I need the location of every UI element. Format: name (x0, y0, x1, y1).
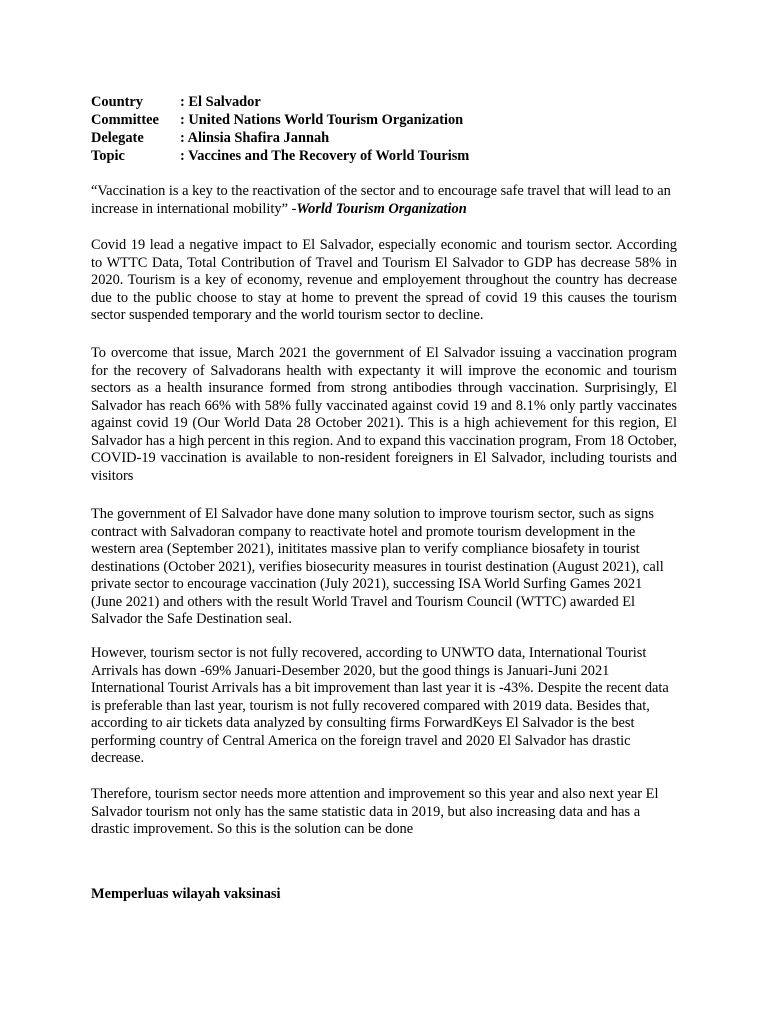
header-label: Delegate (91, 130, 144, 146)
header-value: : El Salvador (180, 94, 261, 110)
header-value: : Vaccines and The Recovery of World Tourism (180, 148, 470, 164)
header-row-delegate (91, 129, 691, 147)
header-label: Country (91, 94, 143, 110)
quote-text: “Vaccination is a key to the reactivation of the sector and to encourage safe travel that will lead to an increase in international mobility” - (91, 183, 671, 217)
paragraph-impact: Covid 19 lead a negative impact to El Salvador, especially economic and tourism sector. According to WTTC Data, Total Contribution of Travel and Tourism El Salvador to GDP has decrease 58% in 2020. Tourism is a key of economy, revenue and employement throughout the country has decrease due to the public choose to stay at home to prevent the spread of covid 19 this causes the tourism sector suspended temporary and the world tourism sector to decline. (91, 237, 677, 323)
header-row-committee (91, 111, 691, 129)
header-value: : United Nations World Tourism Organization (180, 112, 464, 128)
quote-source: World Tourism Organization (296, 200, 467, 217)
opening-quote (91, 183, 677, 218)
header-row-topic (91, 147, 691, 165)
paragraph-conclusion: Therefore, tourism sector needs more attention and improvement so this year and also next year El Salvador tourism not only has the same statistic data in 2019, but also increasing data and has a drastic improvement. So this is the solution can be done (91, 786, 659, 837)
closing-heading: Memperluas wilayah vaksinasi (91, 886, 281, 902)
position-paper-header (91, 93, 691, 165)
paragraph-recovery-status: However, tourism sector is not fully recovered, according to UNWTO data, International Tourist Arrivals has down -69% Januari-Desember 2020, but the good things is Januari-Juni 2021 International Tourist Arrivals has a bit improvement than last year it is -43%. Despite the recent data is preferable than last year, tourism is not fully recovered compared with 2019 data. Besides that, according to air tickets data analyzed by consulting firms ForwardKeys El Salvador is the best performing country of Central America on the foreign travel and 2020 El Salvador has drastic decrease. (91, 645, 669, 766)
paragraph-vaccination-program: To overcome that issue, March 2021 the government of El Salvador issuing a vaccination program for the recovery of Salvadorans health with expectanty it will improve the economic and tourism sectors as a health insurance formed from strong antibodies through vaccination. Surprisingly, El Salvador has reach 66% with 58% fully vaccinated against covid 19 and 8.1% only partly vaccinates against covid 19 (Our World Data 28 October 2021). This is a high achievement for this region, El Salvador has a high percent in this region. And to expand this vaccination program, From 18 October, COVID-19 vaccination is available to non-resident foreigners in El Salvador, including tourists and visitors (91, 345, 677, 484)
header-label: Committee (91, 112, 159, 128)
header-row-country (91, 93, 691, 111)
header-value: : Alinsia Shafira Jannah (180, 130, 330, 146)
paragraph-government-solutions: The government of El Salvador have done many solution to improve tourism sector, such as signs contract with Salvadoran company to reactivate hotel and promote tourism development in the western area (September 2021), inititates massive plan to verify compliance biosafety in tourist destinations (October 2021), verifies biosecurity measures in tourist destination (August 2021), call private sector to encourage vaccination (July 2021), successing ISA World Surfing Games 2021 (June 2021) and others with the result World Travel and Tourism Council (WTTC) awarded El Salvador the Safe Destination seal. (91, 506, 664, 627)
header-label: Topic (91, 148, 125, 164)
